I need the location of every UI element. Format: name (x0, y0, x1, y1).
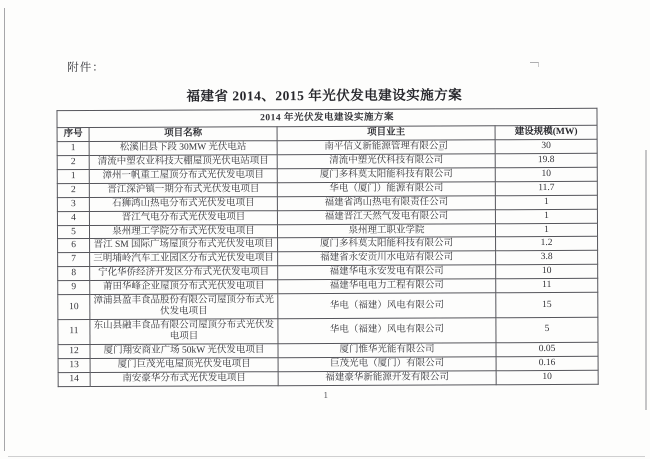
table-row (58, 370, 598, 386)
project-owner-cell: 泉州理工职业学院 (277, 223, 495, 238)
table-body (57, 139, 598, 386)
table-caption: 2014 年光伏发电建设实施方案 (57, 108, 597, 127)
page-number: 1 (323, 389, 328, 401)
project-name-cell: 厦门巨茂光电屋顶光伏发电项目 (90, 357, 278, 372)
row-index-cell: 9 (58, 281, 90, 295)
project-owner-cell: 厦门多科莫太阳能科技有限公司 (278, 237, 496, 252)
row-index-cell: 8 (58, 267, 90, 281)
capacity-cell: 15 (496, 292, 598, 317)
row-index-cell: 4 (57, 211, 89, 225)
project-owner-cell: 华电（福建）风电有限公司 (278, 293, 496, 319)
row-index-cell: 1 (57, 169, 89, 183)
row-index-cell: 3 (57, 197, 89, 211)
column-header-owner: 项目业主 (277, 126, 495, 141)
project-owner-cell: 厦门惟华光能有限公司 (278, 343, 496, 358)
project-name-cell: 莆田华峰企业屋顶分布式光伏发电项目 (90, 280, 278, 295)
table-row (58, 292, 598, 319)
capacity-cell: 0.05 (496, 342, 598, 356)
column-header-capacity: 建设规模(MW) (495, 125, 597, 139)
scan-edge-artifact-left (4, 8, 5, 451)
capacity-cell: 11 (496, 279, 598, 293)
project-name-cell: 漳浦县盈丰食品股份有限公司屋顶分布式光伏发电项目 (90, 294, 278, 320)
capacity-cell: 0.16 (496, 356, 598, 370)
document-title: 福建省 2014、2015 年光伏发电建设实施方案 (186, 87, 463, 104)
row-index-cell: 11 (58, 320, 90, 345)
project-name-cell: 石狮鸿山热电分布式光伏发电项目 (89, 196, 277, 211)
scan-edge-artifact-bottom (8, 456, 645, 457)
capacity-cell: 10 (495, 167, 597, 181)
project-name-cell: 宁化华侨经济开发区分布式光伏发电项目 (90, 266, 278, 281)
capacity-cell: 10 (496, 370, 598, 384)
capacity-cell: 5 (496, 317, 598, 342)
project-name-cell: 厦门翔安商业广场 50kW 光伏发电项目 (90, 344, 278, 359)
project-owner-cell: 福建晋江天然气发电有限公司 (277, 209, 495, 224)
project-name-cell: 三明埔岭汽车工业园区分布式光伏发电项目 (90, 252, 278, 267)
row-index-cell: 13 (58, 358, 90, 372)
project-owner-cell: 厦门多科莫太阳能科技有限公司 (277, 168, 495, 183)
project-owner-cell: 巨茂光电（厦门）有限公司 (278, 357, 496, 372)
column-header-index: 序号 (57, 128, 89, 142)
project-name-cell: 晋江气电分布式光伏发电项目 (89, 210, 277, 225)
capacity-cell: 1 (495, 223, 597, 237)
row-index-cell: 14 (58, 372, 90, 386)
row-index-cell: 2 (57, 155, 89, 169)
project-name-cell: 清流中塑农业科技大棚屋顶光伏电站项目 (89, 155, 277, 170)
row-index-cell: 10 (58, 295, 90, 320)
row-index-cell: 6 (58, 239, 90, 253)
project-name-cell: 南安豪华分布式光伏发电项目 (90, 371, 278, 386)
row-index-cell: 5 (57, 225, 89, 239)
capacity-cell: 1 (495, 195, 597, 209)
implementation-plan-table (56, 108, 598, 387)
capacity-cell: 1.2 (496, 237, 598, 251)
project-owner-cell: 福建豪华新能源开发有限公司 (278, 370, 496, 385)
project-name-cell: 漳州一帆重工屋顶分布式光伏发电项目 (89, 169, 277, 184)
capacity-cell: 10 (496, 265, 598, 279)
project-owner-cell: 华电（厦门）能源有限公司 (277, 182, 495, 197)
table-row (58, 317, 598, 344)
project-name-cell: 泉州理工学院分布式光伏发电项目 (89, 224, 277, 239)
column-header-name: 项目名称 (89, 127, 277, 142)
scan-pencil-mark (530, 62, 539, 67)
project-name-cell: 晋江 SM 国际广场屋顶分布式光伏发电项目 (90, 238, 278, 253)
project-owner-cell: 福建华电永安发电有限公司 (278, 265, 496, 280)
row-index-cell: 12 (58, 344, 90, 358)
capacity-cell: 3.8 (496, 251, 598, 265)
scan-edge-artifact-right (645, 150, 647, 410)
row-index-cell: 2 (57, 183, 89, 197)
project-owner-cell: 南平信义新能源管理有限公司 (277, 140, 495, 155)
project-name-cell: 晋江深沪镇一期分布式光伏发电项目 (89, 182, 277, 197)
capacity-cell: 30 (495, 139, 597, 153)
row-index-cell: 7 (58, 253, 90, 267)
scan-smudge (438, 148, 444, 151)
project-owner-cell: 福建华电电力工程有限公司 (278, 279, 496, 294)
project-name-cell: 东山县融丰食品有限公司屋顶分布式光伏发电项目 (90, 319, 278, 345)
project-owner-cell: 清流中塑光伏科技有限公司 (277, 154, 495, 169)
capacity-cell: 11.7 (495, 181, 597, 195)
capacity-cell: 19.8 (495, 153, 597, 167)
project-name-cell: 松溪旧县下段 30MW 光伏电站 (89, 141, 277, 156)
project-owner-cell: 华电（福建）风电有限公司 (278, 318, 496, 344)
capacity-cell: 1 (495, 209, 597, 223)
project-owner-cell: 福建省永安贡川水电站有限公司 (278, 251, 496, 266)
project-owner-cell: 福建省鸿山热电有限责任公司 (277, 195, 495, 210)
attachment-label: 附件： (67, 61, 105, 75)
row-index-cell: 1 (57, 142, 89, 156)
